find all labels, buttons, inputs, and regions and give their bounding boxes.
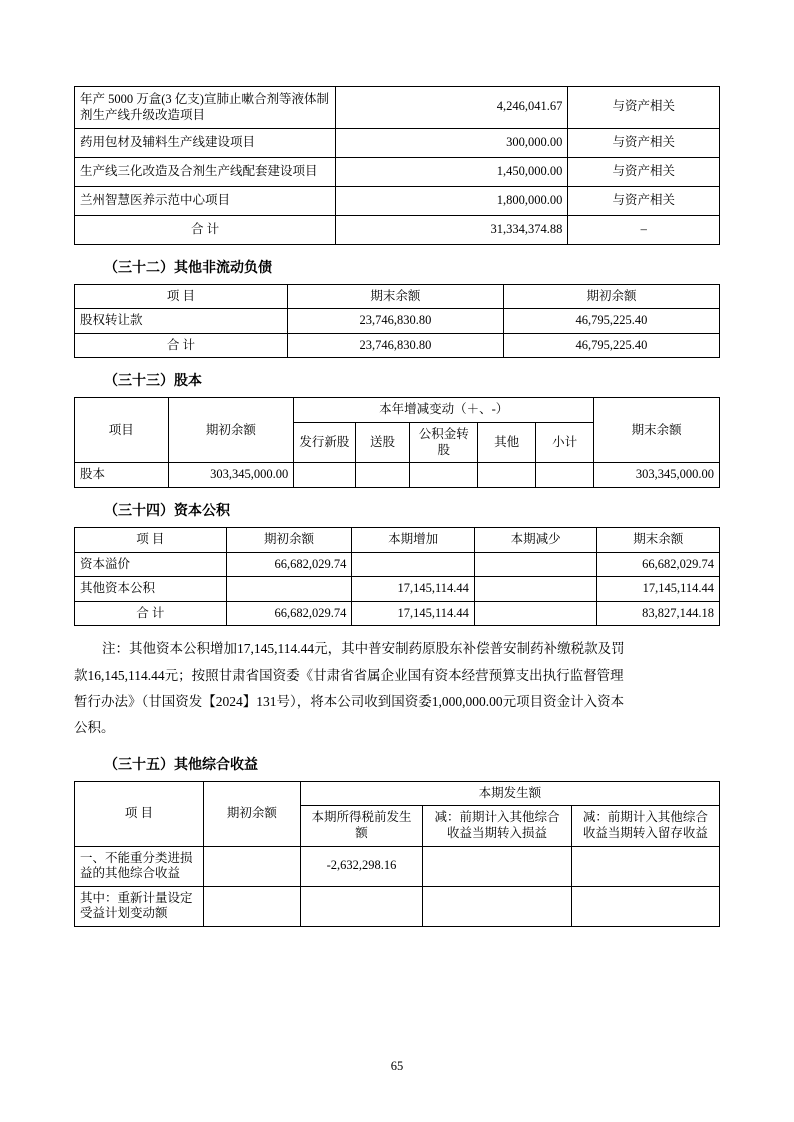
row-item: 一、不能重分类进损益的其他综合收益 (75, 846, 204, 886)
capital-reserve-note (74, 636, 720, 741)
col-header-bonus-shares: 送股 (355, 423, 410, 463)
table-row (75, 128, 720, 157)
row-begin-balance: 303,345,000.00 (168, 463, 294, 488)
col-header-end-balance: 期末余额 (287, 284, 503, 309)
table-row (75, 157, 720, 186)
total-decrease (474, 601, 597, 626)
page-number: 65 (390, 1059, 404, 1073)
row-other (478, 463, 536, 488)
col-header-end-balance: 期末余额 (597, 527, 720, 552)
col-header-other: 其他 (478, 423, 536, 463)
total-increase: 17,145,114.44 (352, 601, 475, 626)
row-end-balance: 303,345,000.00 (594, 463, 720, 488)
note-line-2: 款16,145,114.44元；按照甘肃省国资委《甘肃省省属企业国有资本经营预算支出执行监督管理 (74, 667, 624, 683)
row-item: 资本溢价 (75, 552, 227, 577)
col-header-transfer-to-pl: 减：前期计入其他综合收益当期转入损益 (423, 806, 571, 846)
row-begin-balance (204, 846, 301, 886)
row-end-balance: 23,746,830.80 (287, 309, 503, 334)
total-amount: 31,334,374.88 (336, 215, 568, 244)
capital-reserve-table (74, 527, 720, 627)
col-header-begin-balance: 期初余额 (226, 527, 352, 552)
row-increase: 17,145,114.44 (352, 577, 475, 602)
row-pretax-amount (300, 886, 423, 926)
row-end-balance: 17,145,114.44 (597, 577, 720, 602)
row-transfer-to-pl (423, 886, 571, 926)
share-capital-table (74, 397, 720, 488)
col-header-new-issue: 发行新股 (294, 423, 355, 463)
row-pretax-amount: -2,632,298.16 (300, 846, 423, 886)
project-relation: 与资产相关 (568, 128, 720, 157)
row-bonus-shares (355, 463, 410, 488)
col-header-end-balance: 期末余额 (594, 398, 720, 463)
section-title-34: （三十四）资本公积 (104, 503, 230, 519)
row-begin-balance (226, 577, 352, 602)
total-end-balance: 83,827,144.18 (597, 601, 720, 626)
table-row-total (75, 333, 720, 358)
row-begin-balance: 66,682,029.74 (226, 552, 352, 577)
table-row (75, 846, 720, 886)
note-line-3: 暂行办法》（甘国资发【2024】131号），将本公司收到国资委1,000,000.00元项目资金计入资本 (74, 694, 625, 709)
project-amount: 4,246,041.67 (336, 87, 568, 129)
row-transfer-to-pl (423, 846, 571, 886)
project-amount: 300,000.00 (336, 128, 568, 157)
table-row (75, 463, 720, 488)
row-item: 其他资本公积 (75, 577, 227, 602)
table-row (75, 577, 720, 602)
project-name: 兰州智慧医养示范中心项目 (75, 186, 336, 215)
table-row (75, 886, 720, 926)
total-label: 合 计 (75, 215, 336, 244)
table-header-row (75, 284, 720, 309)
other-comprehensive-income-table (74, 781, 720, 927)
col-header-subtotal: 小计 (536, 423, 594, 463)
col-header-begin-balance: 期初余额 (168, 398, 294, 463)
note-line-1: 注：其他资本公积增加17,145,114.44元，其中普安制药原股东补偿普安制药补缴税款及罚 (102, 641, 625, 657)
row-begin-balance (204, 886, 301, 926)
project-amount: 1,800,000.00 (336, 186, 568, 215)
table-header-row-1 (75, 398, 720, 423)
col-header-begin-balance: 期初余额 (204, 781, 301, 846)
table-header-row (75, 527, 720, 552)
col-header-item: 项 目 (75, 527, 227, 552)
other-comprehensive-income-table-wrap (74, 781, 720, 927)
col-header-pretax-amount: 本期所得税前发生额 (300, 806, 423, 846)
row-subtotal (536, 463, 594, 488)
col-header-begin-balance: 期初余额 (503, 284, 719, 309)
other-noncurrent-liabilities-table (74, 284, 720, 359)
other-noncurrent-liabilities-table-wrap (74, 284, 720, 359)
share-capital-table-wrap (74, 397, 720, 488)
col-header-increase: 本期增加 (352, 527, 475, 552)
table-row (75, 186, 720, 215)
table-header-row-1 (75, 781, 720, 806)
total-begin-balance: 46,795,225.40 (503, 333, 719, 358)
project-relation: 与资产相关 (568, 87, 720, 129)
row-item: 其中：重新计量设定受益计划变动额 (75, 886, 204, 926)
row-item: 股权转让款 (75, 309, 288, 334)
col-header-change-group: 本年增减变动（＋、-） (294, 398, 594, 423)
section-title-32: （三十二）其他非流动负债 (104, 260, 272, 276)
note-line-4: 公积。 (74, 720, 115, 736)
section-title-35: （三十五）其他综合收益 (104, 757, 258, 773)
deferred-income-table-wrap (74, 86, 720, 245)
table-row-total (75, 215, 720, 244)
row-transfer-to-retained (571, 886, 719, 926)
project-name: 生产线三化改造及合剂生产线配套建设项目 (75, 157, 336, 186)
capital-reserve-table-wrap (74, 527, 720, 627)
row-new-issue (294, 463, 355, 488)
project-name: 年产 5000 万盒(3 亿支)宣肺止嗽合剂等液体制剂生产线升级改造项目 (75, 87, 336, 129)
row-increase (352, 552, 475, 577)
project-name: 药用包材及辅料生产线建设项目 (75, 128, 336, 157)
total-label: 合 计 (75, 601, 227, 626)
table-row-total (75, 601, 720, 626)
row-reserve-transfer (410, 463, 478, 488)
total-end-balance: 23,746,830.80 (287, 333, 503, 358)
col-header-item: 项 目 (75, 284, 288, 309)
col-header-transfer-to-retained: 减：前期计入其他综合收益当期转入留存收益 (571, 806, 719, 846)
row-item: 股本 (75, 463, 169, 488)
row-decrease (474, 577, 597, 602)
deferred-income-table (74, 86, 720, 245)
project-relation: 与资产相关 (568, 157, 720, 186)
section-title-33: （三十三）股本 (104, 374, 202, 390)
total-label: 合 计 (75, 333, 288, 358)
row-transfer-to-retained (571, 846, 719, 886)
col-header-item: 项 目 (75, 781, 204, 846)
col-header-current-group: 本期发生额 (300, 781, 719, 806)
project-relation: 与资产相关 (568, 186, 720, 215)
col-header-decrease: 本期减少 (474, 527, 597, 552)
table-row (75, 552, 720, 577)
row-end-balance: 66,682,029.74 (597, 552, 720, 577)
total-relation: – (568, 215, 720, 244)
total-begin-balance: 66,682,029.74 (226, 601, 352, 626)
col-header-item: 项目 (75, 398, 169, 463)
col-header-reserve-transfer: 公积金转股 (410, 423, 478, 463)
row-decrease (474, 552, 597, 577)
table-row (75, 87, 720, 129)
project-amount: 1,450,000.00 (336, 157, 568, 186)
table-row (75, 309, 720, 334)
row-begin-balance: 46,795,225.40 (503, 309, 719, 334)
